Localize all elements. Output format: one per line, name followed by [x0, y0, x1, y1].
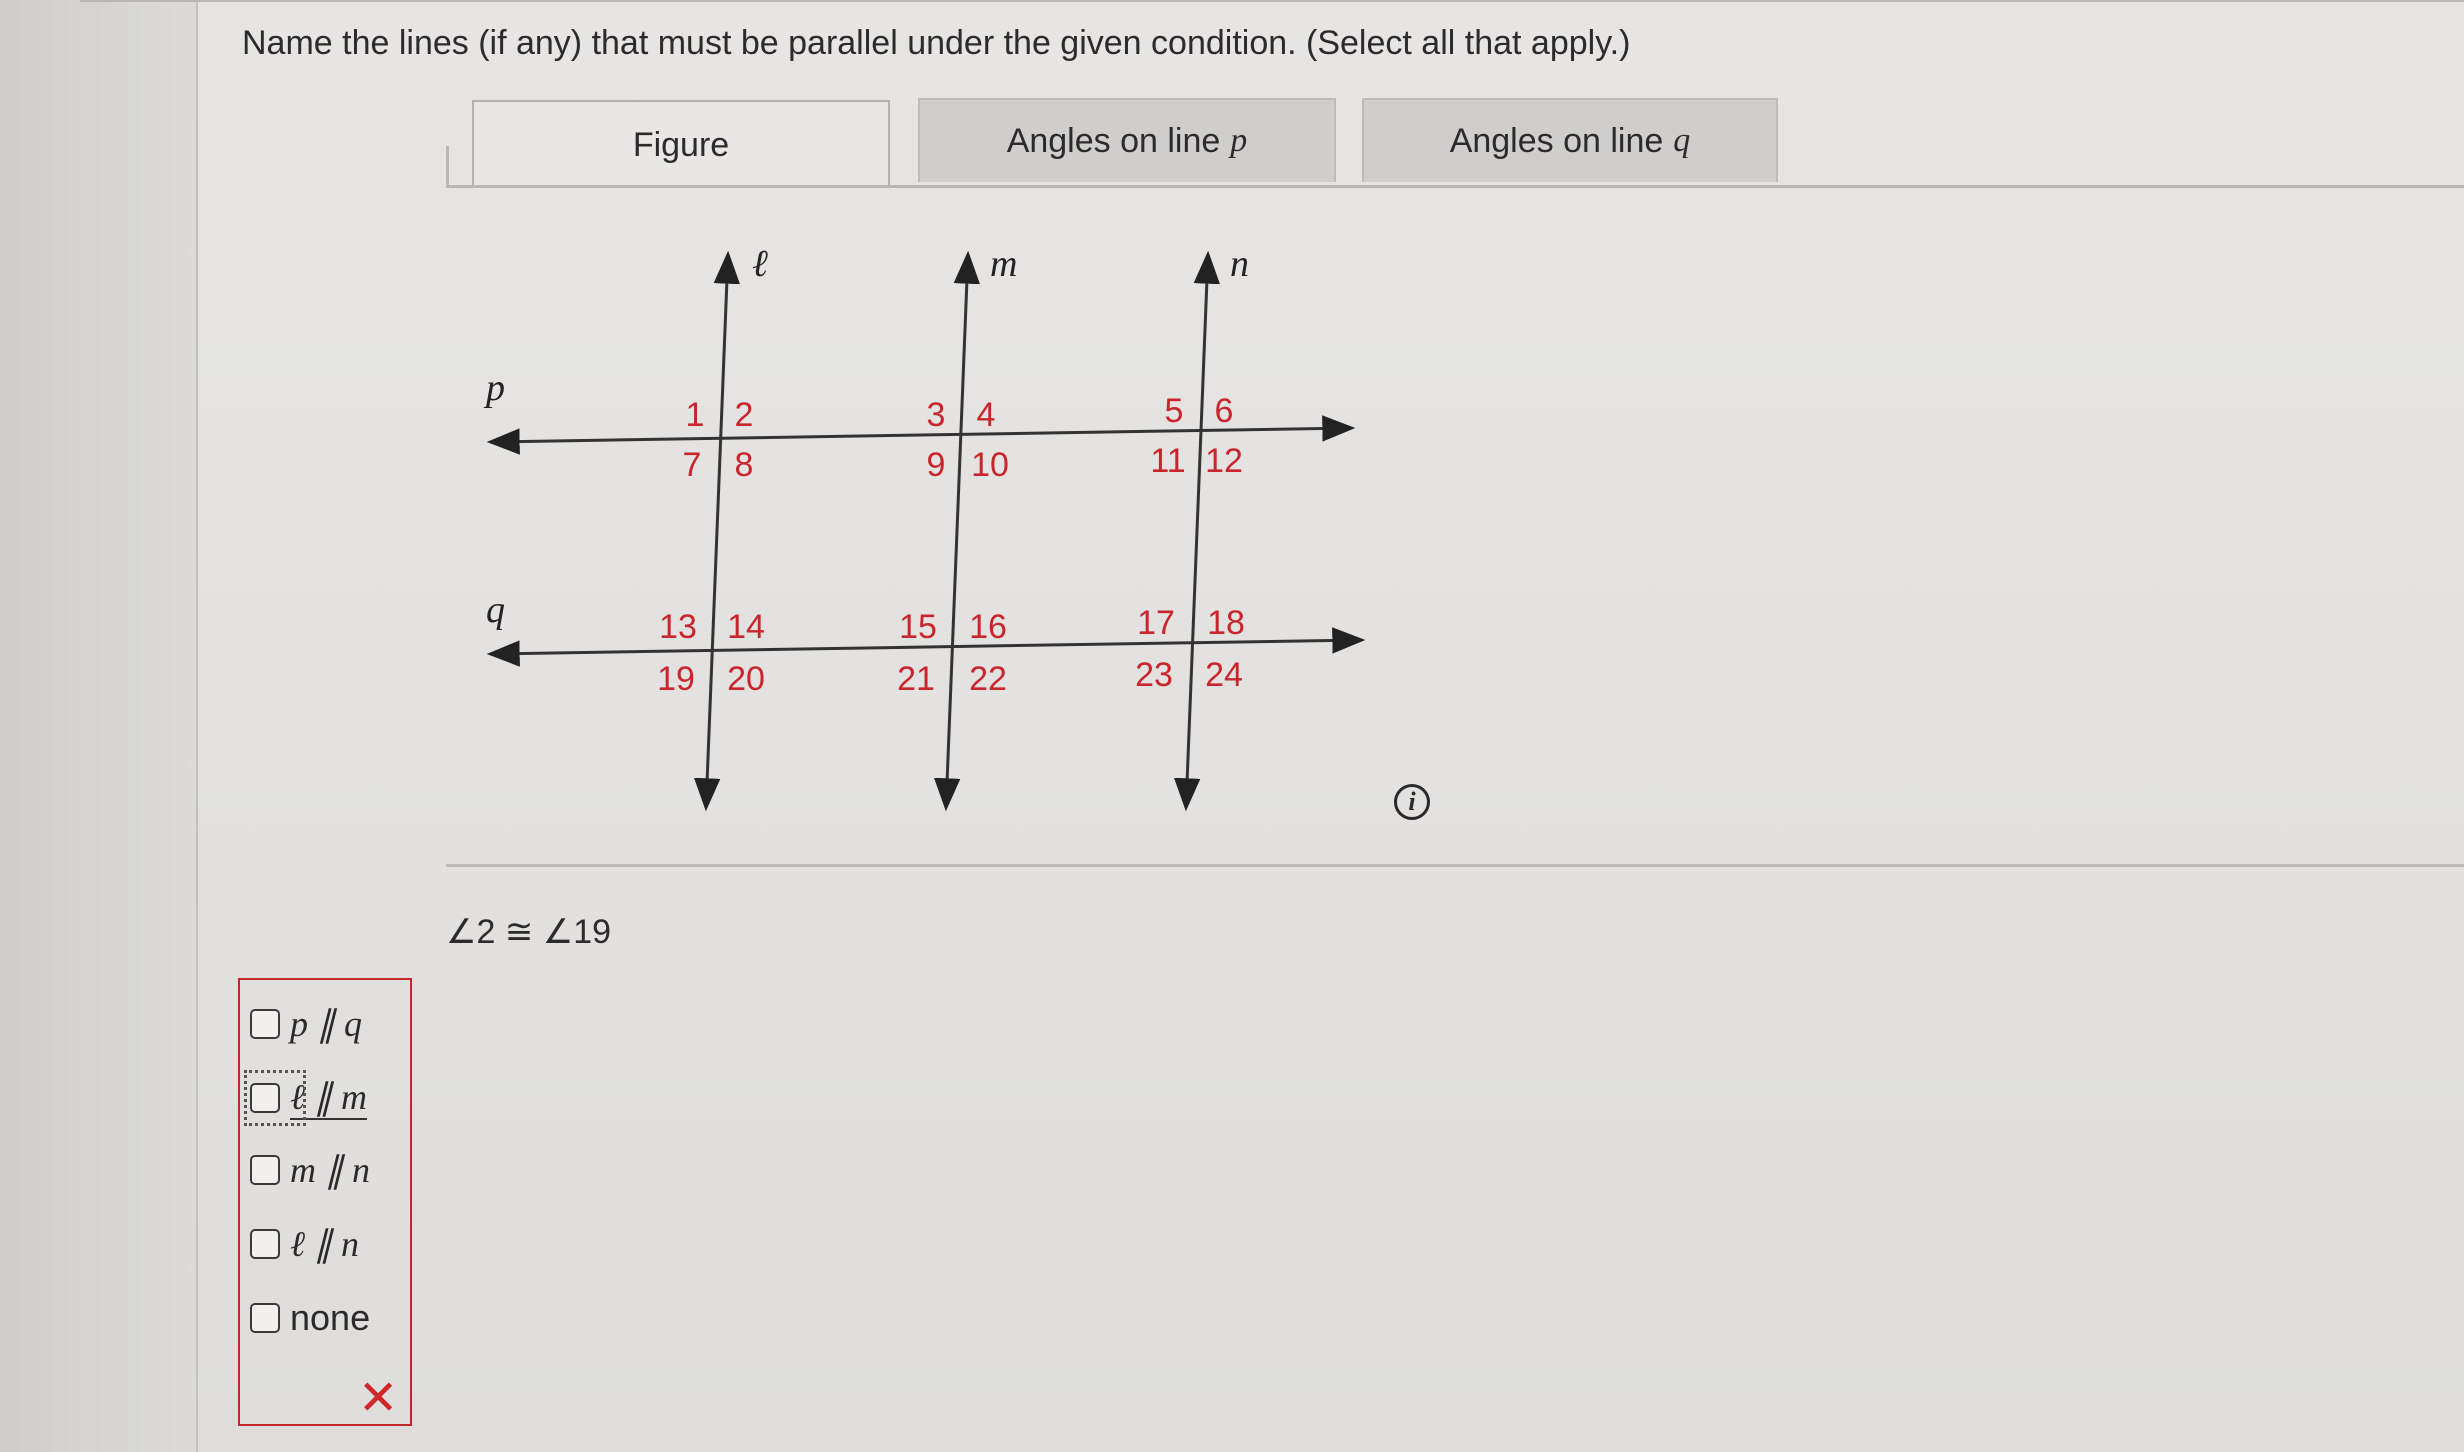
- given-condition: ∠2 ≅ ∠19: [446, 913, 612, 951]
- info-icon[interactable]: i: [1394, 784, 1430, 820]
- angle-2: 2: [734, 396, 754, 434]
- checkbox[interactable]: [250, 1009, 280, 1039]
- angle-8: 8: [734, 446, 754, 484]
- angle-11: 11: [1150, 442, 1186, 480]
- option-label: ℓ ∥ n: [290, 1224, 359, 1264]
- angle-9: 9: [926, 446, 946, 484]
- focus-indicator: [244, 1070, 306, 1126]
- angle-7: 7: [682, 446, 702, 484]
- option-l-parallel-n[interactable]: [250, 1222, 359, 1266]
- angle-15: 15: [899, 608, 937, 646]
- angle-18: 18: [1207, 604, 1245, 642]
- angle-23: 23: [1135, 656, 1173, 694]
- angle-21: 21: [897, 660, 935, 698]
- tab-angles-q-label: Angles on line: [1449, 121, 1664, 160]
- checkbox[interactable]: [250, 1303, 280, 1333]
- question-instruction: Name the lines (if any) that must be parallel under the given condition. (Select all that apply.): [242, 24, 1631, 62]
- label-m: m: [990, 243, 1018, 285]
- tab-angles-p-label: Angles on line: [1006, 121, 1221, 160]
- checkbox[interactable]: [250, 1155, 280, 1185]
- line-n: [1186, 254, 1208, 808]
- angle-22: 22: [969, 660, 1007, 698]
- option-m-parallel-n[interactable]: [250, 1148, 370, 1192]
- label-q: q: [486, 589, 505, 631]
- incorrect-x-icon: ✕: [358, 1372, 399, 1425]
- tab-left-edge: [446, 146, 449, 186]
- option-label: p ∥ q: [290, 1004, 362, 1044]
- top-border: [80, 0, 2464, 8]
- label-n: n: [1230, 243, 1249, 285]
- tab-angles-on-line-q[interactable]: [1362, 98, 1778, 182]
- tab-angles-q-var: q: [1673, 122, 1691, 159]
- option-label: ℓ ∥ m: [290, 1076, 367, 1120]
- answer-options: [238, 978, 412, 1426]
- option-l-parallel-m[interactable]: [250, 1076, 367, 1120]
- option-p-parallel-q[interactable]: [250, 1002, 362, 1046]
- angle-19: 19: [657, 660, 695, 698]
- angle-14: 14: [727, 608, 765, 646]
- checkbox[interactable]: [250, 1229, 280, 1259]
- option-none[interactable]: [250, 1296, 370, 1340]
- angle-12: 12: [1205, 442, 1243, 480]
- angle-5: 5: [1164, 392, 1184, 430]
- angle-3: 3: [926, 396, 946, 434]
- left-gutter: [0, 0, 198, 1452]
- tab-angles-on-line-p[interactable]: [918, 98, 1336, 182]
- option-label: m ∥ n: [290, 1150, 370, 1190]
- angle-4: 4: [976, 396, 996, 434]
- label-p: p: [486, 367, 505, 409]
- line-m: [946, 254, 968, 808]
- option-label: none: [290, 1297, 371, 1338]
- line-p: [490, 428, 1352, 442]
- label-l: ℓ: [752, 243, 768, 285]
- angle-6: 6: [1214, 392, 1234, 430]
- tab-angles-p-var: p: [1230, 122, 1248, 159]
- line-l: [706, 254, 728, 808]
- angle-1: 1: [685, 396, 705, 434]
- angle-10: 10: [971, 446, 1009, 484]
- angle-13: 13: [659, 608, 697, 646]
- lines-figure: [440, 230, 1400, 830]
- angle-20: 20: [727, 660, 765, 698]
- tab-underline: [446, 185, 2464, 188]
- tab-figure-label: Figure: [632, 125, 730, 164]
- tab-figure[interactable]: [472, 100, 890, 188]
- figure-divider: [446, 864, 2464, 867]
- angle-16: 16: [969, 608, 1007, 646]
- angle-17: 17: [1137, 604, 1175, 642]
- angle-24: 24: [1205, 656, 1243, 694]
